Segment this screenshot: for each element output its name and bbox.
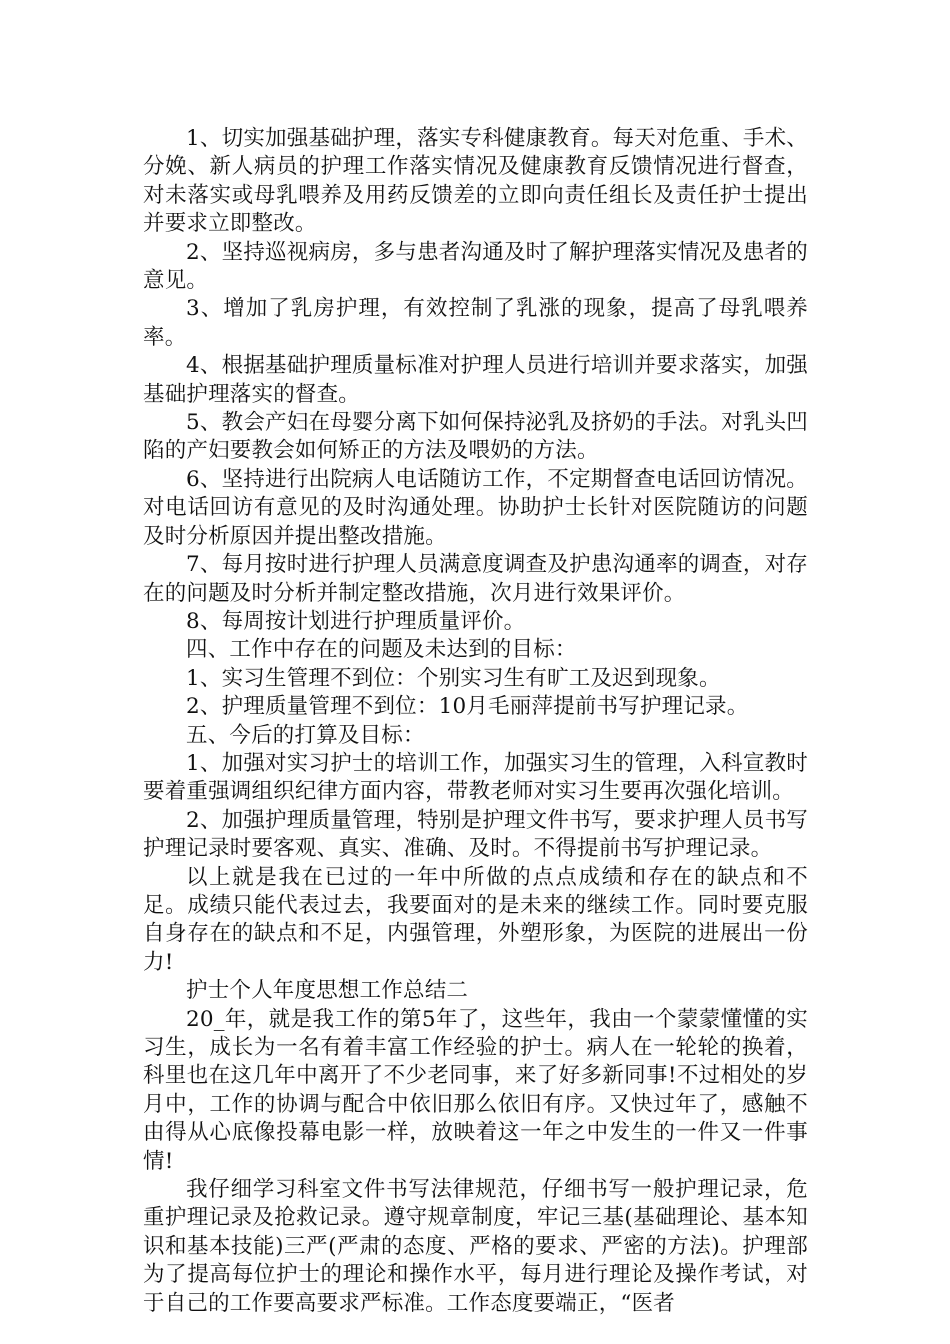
paragraph-summary-intro: 20_年，就是我工作的第5年了，这些年，我由一个蒙蒙懂懂的实习生，成长为一名有着丰富工作经验的护士。病人在一轮轮的换着，科里也在这几年中离开了不少老同事，来了好多新同事!不过相处的岁月中，工作的协调与配合中依旧那么依旧有序。又快过年了，感触不由得从心底像投幕电影一样，放映着这一年之中发生的一件又一件事情! [143,1006,808,1174]
paragraph-plan-2: 2、加强护理质量管理，特别是护理文件书写，要求护理人员书写护理记录时要客观、真实、准确、及时。不得提前书写护理记录。 [143,807,808,862]
paragraph-item-8: 8、每周按计划进行护理质量评价。 [186,608,526,634]
section-heading-plans: 五、今后的打算及目标： [186,722,425,748]
paragraph-item-6: 6、坚持进行出院病人电话随访工作，不定期督查电话回访情况。对电话回访有意见的及时沟通处理。协助护士长针对医院随访的问题及时分析原因并提出整改措施。 [143,466,808,549]
paragraph-item-3: 3、增加了乳房护理，有效控制了乳涨的现象，提高了母乳喂养率。 [143,296,808,350]
paragraph-summary-study: 我仔细学习科室文件书写法律规范，仔细书写一般护理记录，危重护理记录及抢救记录。遵守规章制度，牢记三基(基础理论、基本知识和基本技能)三严(严肃的态度、严格的要求、严密的方法)。护理部为了提高每位护士的理论和操作水平，每月进行理论及操作考试，对于自己的工作要高要求严标准。工作态度要端正，“医者 [143,1177,808,1316]
paragraph-item-5: 5、教会产妇在母婴分离下如何保持泌乳及挤奶的手法。对乳头凹陷的产妇要教会如何矫正的方法及喂奶的方法。 [143,410,808,464]
paragraph-item-7: 7、每月按时进行护理人员满意度调查及护患沟通率的调查，对存在的问题及时分析并制定整改措施，次月进行效果评价。 [143,552,808,606]
paragraph-plan-1: 1、加强对实习护士的培训工作，加强实习生的管理，入科宣教时要着重强调组织纪律方面内容，带教老师对实习生要再次强化培训。 [143,750,808,805]
section-title-summary-two: 护士个人年度思想工作总结二 [186,978,469,1004]
document-body [143,125,808,1318]
paragraph-conclusion: 以上就是我在已过的一年中所做的点点成绩和存在的缺点和不足。成绩只能代表过去，我要面对的是未来的继续工作。同时要克服自身存在的缺点和不足，内强管理，外塑形象，为医院的进展出一份力! [143,864,808,975]
paragraph-item-4: 4、根据基础护理质量标准对护理人员进行培训并要求落实，加强基础护理落实的督查。 [143,353,808,407]
paragraph-item-1: 1、切实加强基础护理，落实专科健康教育。每天对危重、手术、分娩、新人病员的护理工作落实情况及健康教育反馈情况进行督查，对未落实或母乳喂养及用药反馈差的立即向责任组长及责任护士提出并要求立即整改。 [143,126,808,237]
paragraph-item-2: 2、坚持巡视病房，多与患者沟通及时了解护理落实情况及患者的意见。 [143,239,808,294]
paragraph-problem-2: 2、护理质量管理不到位：10月毛丽萍提前书写护理记录。 [186,694,749,720]
paragraph-problem-1: 1、实习生管理不到位：个别实习生有旷工及迟到现象。 [186,665,721,691]
section-heading-problems: 四、工作中存在的问题及未达到的目标： [186,637,577,663]
